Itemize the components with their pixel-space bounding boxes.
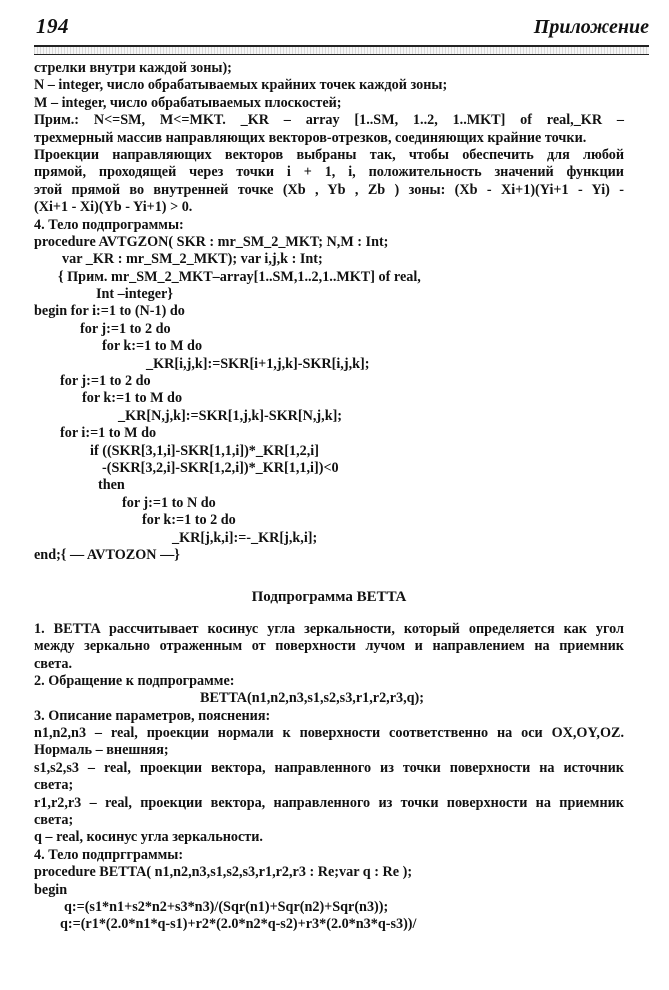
text-line: стрелки внутри каждой зоны);	[34, 60, 232, 76]
text-line: _KR[j,k,i]:=-_KR[j,k,i];	[172, 529, 318, 546]
text-line: трехмерный массив направляющих векторов-отрезков, соединяющих крайние точки.	[34, 129, 587, 146]
text-line: Прим.: N<=SM, M<=MKT. _KR – array [1..SM, 1..2, 1..MKT] of real,_KR –	[34, 112, 624, 129]
text-line: _KR[N,j,k]:=SKR[1,j,k]-SKR[N,j,k];	[118, 407, 343, 424]
text-line: M – integer, число обрабатываемых плоскостей;	[34, 94, 342, 111]
page-body	[34, 60, 624, 934]
text-line: n1,n2,n3 – real, проекции нормали к поверхности соответственно на оси OX,OY,OZ.	[34, 725, 624, 742]
text-line: 4. Тело подпрограммы:	[34, 216, 184, 233]
text-line: q:=(r1*(2.0*n1*q-s1)+r2*(2.0*n2*q-s2)+r3*(2.0*n3*q-s3))/	[60, 916, 417, 933]
text-line: for j:=1 to N do	[122, 494, 216, 511]
text-line: света;	[34, 777, 74, 794]
text-line: этой прямой во внутренней точке (Xb , Yb , Zb ) зоны: (Xb - Xi+1)(Yi+1 - Yi) -	[34, 181, 624, 198]
text-line: BETTA(n1,n2,n3,s1,s2,s3,r1,r2,r3,q);	[200, 690, 424, 707]
text-line: begin	[34, 881, 68, 898]
text-line: Проекции направляющих векторов выбраны так, чтобы обеспечить для любой	[34, 146, 624, 163]
text-line: q – real, косинус угла зеркальности.	[34, 829, 263, 846]
text-line: r1,r2,r3 – real, проекции вектора, направленного из точки поверхности на приемник	[34, 794, 624, 811]
text-line: света.	[34, 655, 73, 672]
text-line: света;	[34, 812, 74, 829]
avtgzon-listing	[34, 60, 624, 564]
text-line: q:=(s1*n1+s2*n2+s3*n3)/(Sqr(n1)+Sqr(n2)+Sqr(n3));	[64, 898, 389, 915]
text-line: (Xi+1 - Xi)(Yb - Yi+1) > 0.	[34, 199, 193, 216]
text-line: procedure BETTA( n1,n2,n3,s1,s2,s3,r1,r2,r3 : Re;var q : Re );	[34, 864, 413, 881]
text-line: 2. Обращение к подпрограмме:	[34, 672, 235, 689]
text-line: { Прим. mr_SM_2_MKT–array[1..SM,1..2,1..MKT] of real,	[58, 268, 421, 285]
text-line: if ((SKR[3,1,i]-SKR[1,1,i])*_KR[1,2,i]	[90, 442, 319, 459]
betta-description	[34, 621, 624, 934]
text-line: end;{ — AVTOZON —}	[34, 546, 180, 563]
text-line: Нормаль – внешняя;	[34, 742, 169, 759]
text-line: 1. BETTA рассчитывает косинус угла зеркальности, который определяется как угол	[34, 620, 624, 637]
text-line: for k:=1 to M do	[102, 338, 203, 355]
text-line: прямой, проходящей через точки i + 1, i, положительность значений функции	[34, 164, 624, 181]
text-line: for i:=1 to M do	[60, 425, 157, 442]
text-line: var _KR : mr_SM_2_MKT); var i,j,k : Int;	[62, 251, 323, 268]
text-line: begin for i:=1 to (N-1) do	[34, 303, 185, 320]
text-line: s1,s2,s3 – real, проекции вектора, направленного из точки поверхности на источник	[34, 759, 624, 776]
text-line: между зеркально отраженным от поверхности лучом и направлением на приемник	[34, 638, 624, 655]
text-line: 3. Описание параметров, пояснения:	[34, 707, 271, 724]
text-line: then	[98, 477, 125, 494]
text-line: for k:=1 to M do	[82, 390, 183, 407]
text-line: _KR[i,j,k]:=SKR[i+1,j,k]-SKR[i,j,k];	[146, 355, 370, 372]
page-number: 194	[36, 14, 69, 38]
section-title: Подпрограмма BETTA	[251, 589, 407, 606]
text-line: for k:=1 to 2 do	[142, 512, 236, 529]
text-line: -(SKR[3,2,i]-SKR[1,2,i])*_KR[1,1,i])<0	[102, 459, 339, 476]
text-line: for j:=1 to 2 do	[80, 320, 171, 337]
text-line: for j:=1 to 2 do	[60, 373, 151, 390]
running-header: Приложение	[533, 16, 649, 38]
text-line: 4. Тело подпргграммы:	[34, 846, 184, 863]
text-line: procedure AVTGZON( SKR : mr_SM_2_MKT; N,M : Int;	[34, 233, 389, 250]
text-line: Int –integer}	[96, 286, 173, 303]
text-line: N – integer, число обрабатываемых крайних точек каждой зоны;	[34, 77, 448, 94]
header-rule	[34, 45, 649, 55]
